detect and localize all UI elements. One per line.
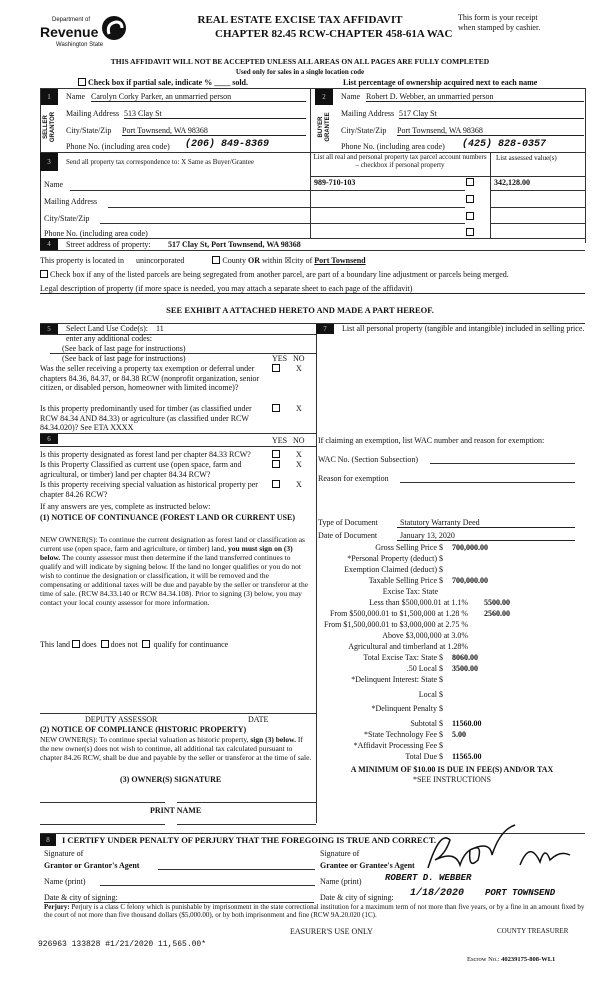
seller-phone-field[interactable]: (206) 849-8369 — [185, 139, 270, 150]
label: Date & city of signing: — [320, 893, 394, 902]
personal-property-checkbox[interactable] — [466, 212, 476, 221]
instruction: If any answers are yes, complete as instructed below: — [40, 502, 211, 511]
land-use-code: 11 — [155, 324, 164, 333]
treasurer-use-label: EASURER'S USE ONLY — [290, 927, 373, 936]
buyer-phone-field[interactable]: (425) 828-0357 — [462, 139, 547, 150]
notice-title: (2) NOTICE OF COMPLIANCE (HISTORIC PROPERTY) — [40, 725, 247, 734]
partial-sale-checkbox[interactable]: Check box if partial sale, indicate % ____ sold. — [78, 78, 248, 87]
does-checkbox[interactable] — [72, 640, 80, 648]
buyer-side-label: BUYER GRANTEE — [318, 112, 331, 142]
seller-city-field[interactable]: Port Townsend, WA 98368 — [122, 126, 306, 136]
tax-line-label: .50 Local $ — [406, 664, 443, 673]
label: Street address of property: — [66, 240, 151, 249]
tax-line-value[interactable]: 2560.00 — [484, 609, 510, 618]
parcel-number[interactable]: 989-710-103 — [314, 178, 356, 187]
no-answer[interactable]: X — [296, 460, 302, 469]
grantor-signature-field[interactable] — [158, 869, 315, 870]
document-type-field[interactable]: Statutory Warranty Deed — [397, 518, 575, 528]
label: Reason for exemption — [318, 474, 389, 483]
yes-header: YES — [272, 354, 288, 363]
label: (See back of last page for instructions) — [62, 344, 186, 353]
buyer-name-field[interactable]: Robert D. Webber, an unmarried person — [366, 92, 584, 102]
tax-line-label: Gross Selling Price $ — [375, 543, 443, 552]
tax-line-label: *Personal Property (deduct) $ — [347, 554, 443, 563]
no-answer[interactable]: X — [296, 480, 302, 489]
tax-line-label: Subtotal $ — [410, 719, 443, 728]
county-checkbox[interactable] — [212, 256, 220, 264]
tax-line-label: Total Excise Tax: State $ — [363, 653, 443, 662]
qualify-checkbox[interactable] — [142, 640, 150, 648]
date-label: DATE — [248, 715, 269, 724]
yes-checkbox[interactable] — [272, 364, 282, 373]
section-number: 1 — [40, 89, 58, 105]
tax-line-value[interactable]: 8060.00 — [452, 653, 478, 662]
parcel-header: List all real and personal property tax parcel account numbers – checkbox if personal property — [313, 153, 487, 170]
label: City/State/Zip — [341, 126, 387, 135]
owner-signature-label: (3) OWNER(S) SIGNATURE — [120, 775, 222, 784]
label: Signature of — [320, 849, 360, 858]
reason-field[interactable] — [400, 482, 575, 483]
certification: I CERTIFY UNDER PENALTY OF PERJURY THAT THE FOREGOING IS TRUE AND CORRECT. — [62, 835, 437, 845]
label: Phone No. (including area code) — [341, 142, 445, 151]
question: Is this property predominantly used for timber (as classified under RCW 84.34 AND 84.33) or agriculture (as classified under RCW 84.34.020)? See ETA XXXX — [40, 404, 252, 433]
form-title: REAL ESTATE EXCISE TAX AFFIDAVIT — [197, 14, 403, 26]
no-header: NO — [293, 354, 305, 363]
seller-name-field[interactable]: Carolyn Corky Parker, an unmarried person — [91, 92, 306, 102]
wac-field[interactable] — [430, 463, 575, 464]
signing-date-field[interactable]: 1/18/2020 — [410, 888, 465, 899]
seller-side-label: SELLER GRANTOR — [43, 111, 56, 143]
yes-checkbox[interactable] — [272, 404, 282, 413]
yes-checkbox[interactable] — [272, 450, 282, 459]
exemption-label: If claiming an exemption, list WAC number and reason for exemption: — [318, 436, 545, 445]
logo-text: Washington State — [56, 42, 104, 48]
buyer-city-field[interactable]: Port Townsend, WA 98368 — [397, 126, 584, 136]
section-number: 2 — [315, 89, 333, 105]
instructions-note: *SEE INSTRUCTIONS — [412, 775, 491, 784]
label: Phone No. (including area code) — [66, 142, 170, 151]
assessed-header: List assessed value(s) — [496, 154, 557, 162]
continuance-line: This land does does not qualify for continuance — [40, 640, 229, 649]
tax-line-label: Excise Tax: State — [382, 587, 438, 596]
ownership-note: List percentage of ownership acquired next to each name — [343, 78, 538, 87]
section-number: 4 — [40, 238, 58, 250]
section-number: 6 — [40, 434, 58, 444]
tax-line-label: Local $ — [418, 690, 443, 699]
land-use-line: Select Land Use Code(s): 11 — [66, 324, 164, 333]
label: Name — [66, 92, 86, 101]
label: Phone No. (including area code) — [44, 229, 148, 238]
label: Grantor or Grantor's Agent — [44, 861, 140, 870]
tax-line-value[interactable]: 11560.00 — [452, 719, 482, 728]
tax-line-label: From $500,000.01 to $1,500,000 at 1.28 % — [330, 609, 468, 618]
location-line: This property is located in unincorporated County OR within ☒city of Port Townsend — [40, 256, 366, 265]
notice-text: NEW OWNER(S): To continue special valuation as historic property, sign (3) below. If the new owner(s) does not wish to continue, all additional tax calculated pursuant to chapter 84.26 RCW, shall be due and payable by the seller or transferor at the time of sale. — [40, 735, 312, 762]
minimum-note: A MINIMUM OF $10.00 IS DUE IN FEE(S) AND/OR TAX — [350, 765, 554, 774]
question: Is this property receiving special valuation as historical property per chapter 84.26 RCW? — [40, 480, 258, 499]
label: Name — [341, 92, 361, 101]
tax-line-label: *Affidavit Processing Fee $ — [353, 741, 443, 750]
label: (See back of last page for instructions) — [62, 354, 186, 363]
tax-line-label: Above $3,000,000 at 3.0% — [382, 631, 468, 640]
label: enter any additional codes: — [66, 334, 152, 343]
label: Signature of — [44, 849, 84, 858]
deputy-assessor-label: DEPUTY ASSESSOR — [85, 715, 158, 724]
tax-line-label: Taxable Selling Price $ — [368, 576, 443, 585]
legal-description: SEE EXHIBIT A ATTACHED HERETO AND MADE A PART HEREOF. — [166, 305, 434, 315]
label: Mailing Address — [44, 197, 98, 206]
tax-line-label: *Delinquent Interest: State $ — [351, 675, 443, 684]
section-number: 8 — [40, 834, 56, 846]
receipt-note: This form is your receipt — [458, 13, 538, 22]
tax-line-value[interactable]: 700,000.00 — [452, 543, 488, 552]
tax-line-value[interactable]: 11565.00 — [452, 752, 482, 761]
tax-line-value[interactable]: 5.00 — [452, 730, 466, 739]
label: City/State/Zip — [44, 214, 90, 223]
no-answer[interactable]: X — [296, 364, 302, 373]
grantee-signature[interactable] — [420, 820, 580, 875]
tax-line-label: Agricultural and timberland at 1.28% — [348, 642, 468, 651]
form-subtitle: CHAPTER 82.45 RCW-CHAPTER 458-61A WAC — [215, 28, 453, 40]
logo-text: Revenue — [40, 24, 99, 40]
notice-title: (1) NOTICE OF CONTINUANCE (FOREST LAND OR CURRENT USE) — [40, 513, 295, 522]
perjury-notice: Perjury: Perjury is a class C felony which is punishable by imprisonment in the state correctional institution for a maximum term of not more than five years, or by a fine in an amount fixed by the court of not more than five thousand dollars ($5,000.00), or by both imprisonment and fine (RCW 9A.20.020 (1C). — [44, 903, 585, 920]
yes-checkbox[interactable] — [272, 460, 282, 469]
county-treasurer-label: COUNTY TREASURER — [497, 927, 569, 935]
tax-line-label: *Delinquent Penalty $ — [371, 704, 443, 713]
label: Mailing Address — [341, 109, 395, 118]
does-not-checkbox[interactable] — [101, 640, 109, 648]
notice-text: NEW OWNER(S): To continue the current designation as forest land or classification as current use (open space, farm and agriculture, or timber) land, you must sign on (3) below. The county assessor must then determine if the land transferred continues to qualify and will indicate by signing below. If the land no longer qualifies or you do not wish to continue the designation or classification, it will be removed and the compensating or additional taxes will be due and payable by the seller or transferor at the time of sale. (RCW 84.33.140 or RCW 84.34.108). Prior to signing (3) below, you may contact your local county assessor for more information. — [40, 535, 309, 607]
segregated-checkbox[interactable]: Check box if any of the listed parcels are being segregated from another parcel, are part of a boundary line adjustment or parcels being merged. — [40, 270, 509, 279]
print-name-label: PRINT NAME — [150, 806, 202, 815]
signing-city-field[interactable]: PORT TOWNSEND — [485, 888, 556, 898]
legal-description-label: Legal description of property (if more space is needed, you may attach a separate sheet to each page of the affidavit) — [40, 284, 585, 294]
tax-line-label: Less than $500,000.01 at 1.1% — [369, 598, 468, 607]
personal-property-checkbox[interactable] — [466, 228, 476, 237]
tax-line-value[interactable]: 700,000.00 — [452, 576, 488, 585]
label: Mailing Address — [66, 109, 120, 118]
label: Name — [44, 180, 64, 189]
section-number: 7 — [316, 324, 334, 334]
label: Type of Document — [318, 518, 378, 527]
question: Is this Property Classified as current use (open space, farm and agricultural, or timber) land per chapter 84.34 RCW? — [40, 460, 242, 479]
city-name: Port Townsend — [314, 256, 366, 265]
personal-property-checkbox[interactable] — [466, 195, 476, 204]
tax-line-label: Exemption Claimed (deduct) $ — [344, 565, 443, 574]
tax-line-label: From $1,500,000.01 to $3,000,000 at 2.75 % — [324, 620, 468, 629]
city-checkbox-checked[interactable]: ☒ — [284, 256, 292, 265]
tax-line-value[interactable]: 5500.00 — [484, 598, 510, 607]
label: City/State/Zip — [66, 126, 112, 135]
section-number: 5 — [40, 324, 58, 334]
receipt-note: when stamped by cashier. — [458, 23, 541, 32]
question: Is this property designated as forest land per chapter 84.33 RCW? — [40, 450, 251, 459]
tax-line-label: Total Due $ — [405, 752, 443, 761]
tax-line-value[interactable]: 3500.00 — [452, 664, 478, 673]
yes-checkbox[interactable] — [272, 480, 282, 489]
yes-header: YES — [272, 436, 288, 445]
location-note: Used only for sales in a single location code — [235, 68, 365, 76]
label: WAC No. (Section Subsection) — [318, 455, 418, 464]
question: Was the seller receiving a property tax exemption or deferral under chapters 84.36, 84.37, or 84.38 RCW (nonprofit organization, senior citizen, or disabled person, homeowner with limited income)? — [40, 364, 260, 393]
property-address[interactable]: 517 Clay St, Port Townsend, WA 98368 — [168, 240, 301, 249]
no-answer[interactable]: X — [296, 404, 302, 413]
seller-address-field[interactable]: 513 Clay St — [124, 109, 306, 119]
personal-property-label: List all personal property (tangible and intangible) included in selling price. — [342, 324, 585, 333]
label: Date & city of signing: — [44, 893, 118, 902]
label: Grantee or Grantee's Agent — [320, 861, 415, 870]
cashier-stamp: 926963 133828 #1/21/2020 11,565.00* — [38, 940, 207, 949]
grantee-name-field[interactable]: ROBERT D. WEBBER — [385, 873, 472, 883]
logo-text: Department of — [52, 17, 91, 23]
no-header: NO — [293, 436, 305, 445]
personal-property-checkbox[interactable] — [466, 178, 476, 187]
grantor-name-field[interactable] — [100, 885, 315, 886]
label: Date of Document — [318, 531, 378, 540]
correspondence-note: Send all property tax correspondence to: X Same as Buyer/Grantee — [66, 158, 254, 166]
warning: THIS AFFIDAVIT WILL NOT BE ACCEPTED UNLESS ALL AREAS ON ALL PAGES ARE FULLY COMPLETED — [110, 57, 490, 66]
no-answer[interactable]: X — [296, 450, 302, 459]
section-number: 3 — [40, 153, 58, 171]
document-date-field[interactable]: January 13, 2020 — [397, 531, 575, 541]
tax-line-label: *State Technology Fee $ — [363, 730, 443, 739]
label: Name (print) — [44, 877, 86, 886]
escrow-number: Escrow No.: 40239175-808-WL1 — [467, 956, 556, 963]
assessed-value[interactable]: 342,128.00 — [494, 178, 530, 187]
buyer-address-field[interactable]: 517 Clay St — [399, 109, 584, 119]
label: Name (print) — [320, 877, 362, 886]
